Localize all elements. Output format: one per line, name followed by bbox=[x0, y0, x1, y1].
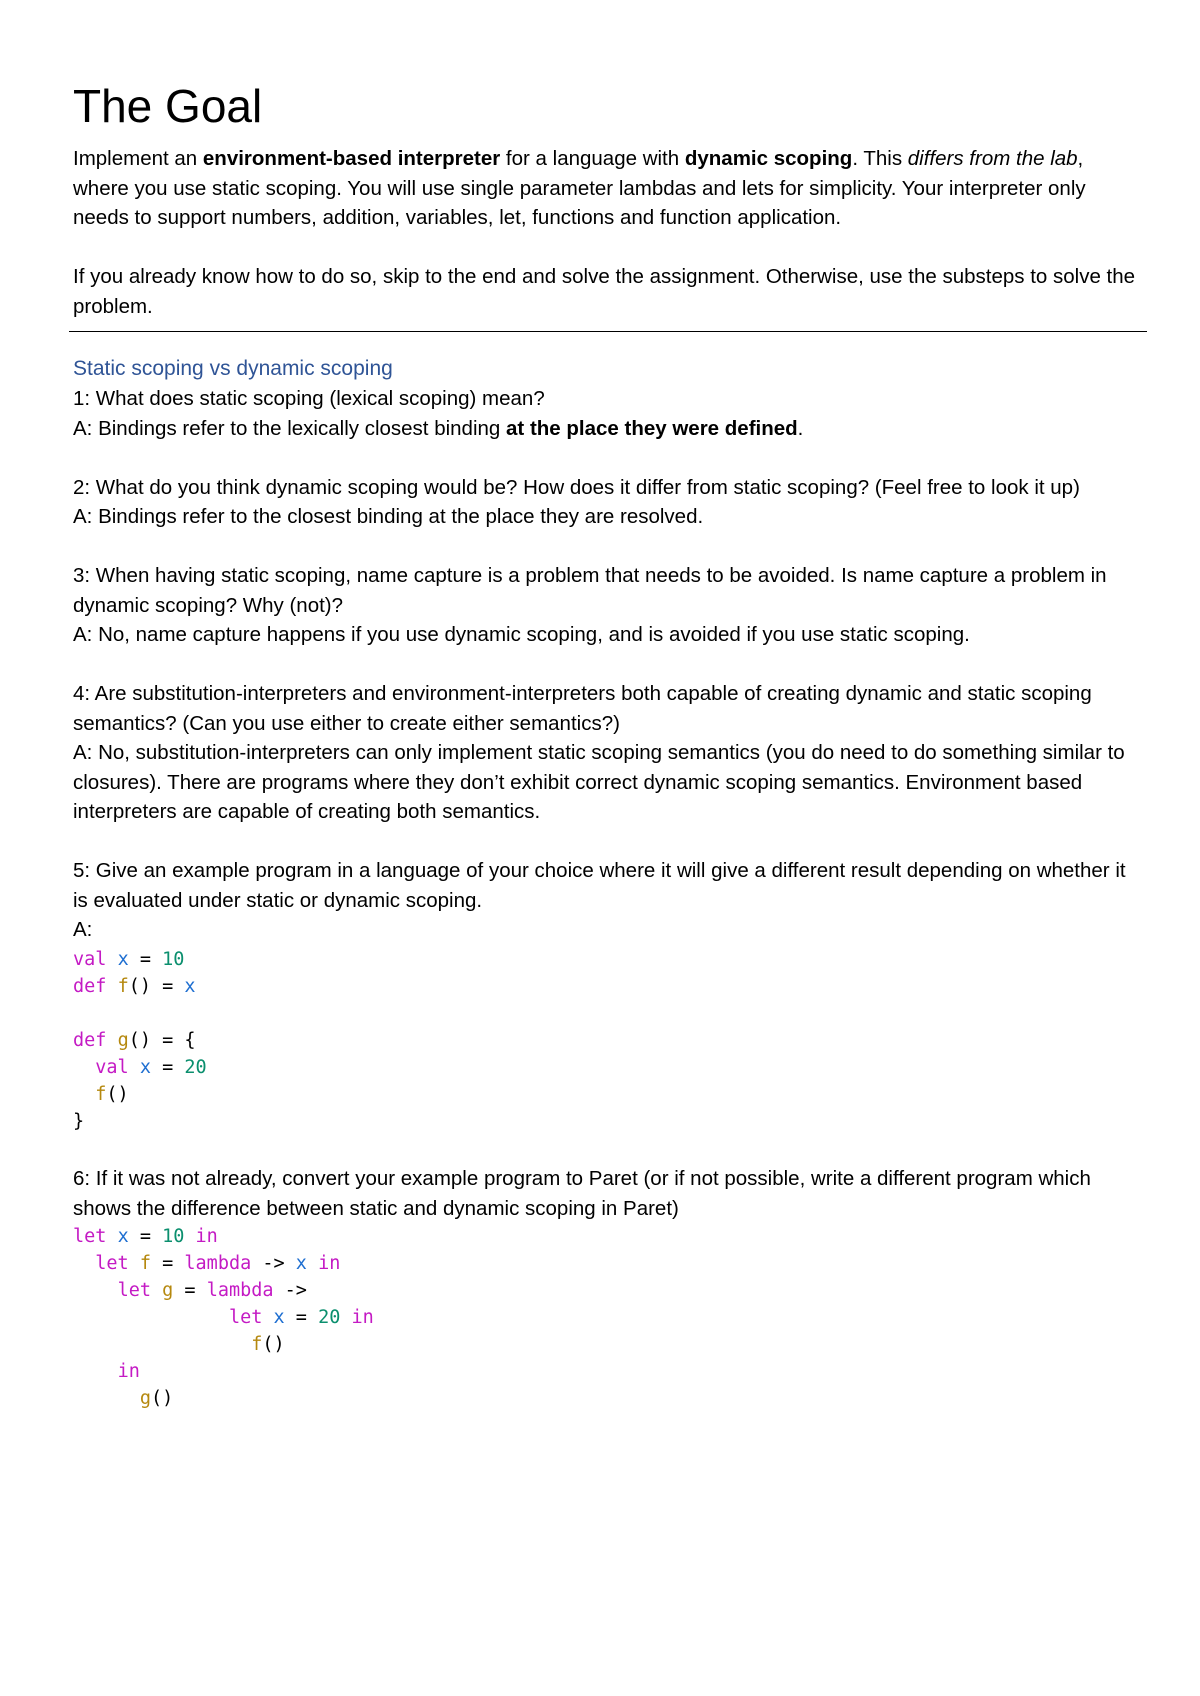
section-heading: Static scoping vs dynamic scoping bbox=[73, 357, 393, 380]
code-line: } bbox=[73, 1110, 85, 1132]
spacer bbox=[73, 650, 1143, 680]
intro-paragraph bbox=[73, 144, 1143, 233]
answer-3: A: No, name capture happens if you use dynamic scoping, and is avoided if you use static scoping. bbox=[73, 623, 970, 646]
intro-bold-env-interpreter: environment-based interpreter bbox=[202, 147, 501, 170]
answer-1-text: A: Bindings refer to the lexically closest binding bbox=[73, 416, 507, 440]
code-line: let f = lambda -> x in bbox=[95, 1253, 341, 1274]
code-line: def f() = x bbox=[73, 975, 196, 997]
answer-1-bold: at the place they were defined bbox=[506, 416, 798, 440]
code-line: let g = lambda -> bbox=[117, 1280, 307, 1301]
answer-2: A: Bindings refer to the closest binding at the place they are resolved. bbox=[73, 505, 704, 528]
spacer bbox=[73, 233, 1143, 263]
horizontal-divider bbox=[69, 331, 1147, 332]
intro-bold-dynamic-scoping: dynamic scoping bbox=[684, 147, 853, 170]
answer-1 bbox=[73, 414, 1143, 444]
question-4: 4: Are substitution-interpreters and environment-interpreters both capable of creating dynamic and static scoping semantics? (Can you use either to create either semantics?) bbox=[73, 682, 1092, 735]
code-example-scala bbox=[73, 946, 1143, 1135]
spacer bbox=[73, 1135, 1143, 1165]
answer-1-text: . bbox=[797, 416, 804, 440]
code-example-paret bbox=[73, 1223, 1143, 1412]
intro-text: Implement an bbox=[73, 147, 203, 170]
document-content bbox=[73, 78, 1143, 1412]
intro-paragraph-2: If you already know how to do so, skip to the end and solve the assignment. Otherwise, use the substeps to solve the problem. bbox=[73, 265, 1136, 318]
intro-text: . This bbox=[852, 147, 908, 170]
question-6: 6: If it was not already, convert your example program to Paret (or if not possible, write a different program which shows the difference between static and dynamic scoping in Paret) bbox=[73, 1167, 1091, 1220]
code-line: def g() = { bbox=[73, 1029, 196, 1051]
code-line: f() bbox=[95, 1083, 129, 1105]
question-2: 2: What do you think dynamic scoping would be? How does it differ from static scoping? (Feel free to look it up) bbox=[73, 475, 1080, 499]
question-1: 1: What does static scoping (lexical scoping) mean? bbox=[73, 387, 545, 410]
code-line: let x = 20 in bbox=[228, 1307, 374, 1328]
code-line-blank bbox=[73, 1000, 1143, 1027]
spacer bbox=[73, 532, 1143, 562]
intro-italic-differs: differs from the lab bbox=[907, 147, 1078, 170]
question-5: 5: Give an example program in a language of your choice where it will give a different result depending on whether it is evaluated under static or dynamic scoping. bbox=[73, 859, 1126, 912]
intro-text: for a language with bbox=[500, 147, 685, 170]
code-line: val x = 20 bbox=[95, 1056, 207, 1078]
intro-text: , where you use static scoping. You will use single parameter lambdas and lets for simplicity. Your interpreter only needs to support numbers, addition, variables, let, functions and function application. bbox=[73, 147, 1086, 229]
answer-4: A: No, substitution-interpreters can only implement static scoping semantics (you do need to do something similar to closures). There are programs where they don’t exhibit correct dynamic scoping semantics. Environment based interpreters are capable of creating both semantics. bbox=[73, 741, 1125, 823]
answer-5-label: A: bbox=[73, 918, 93, 941]
question-3: 3: When having static scoping, name capture is a problem that needs to be avoided. Is name capture a problem in dynamic scoping? Why (not)? bbox=[73, 564, 1107, 617]
code-line: in bbox=[117, 1361, 140, 1382]
spacer bbox=[73, 827, 1143, 857]
code-line: val x = 10 bbox=[73, 948, 185, 970]
spacer bbox=[73, 443, 1143, 473]
code-line: let x = 10 in bbox=[73, 1226, 218, 1247]
code-line: g() bbox=[139, 1388, 174, 1409]
code-line: f() bbox=[251, 1334, 285, 1355]
page-title: The Goal bbox=[73, 80, 263, 132]
